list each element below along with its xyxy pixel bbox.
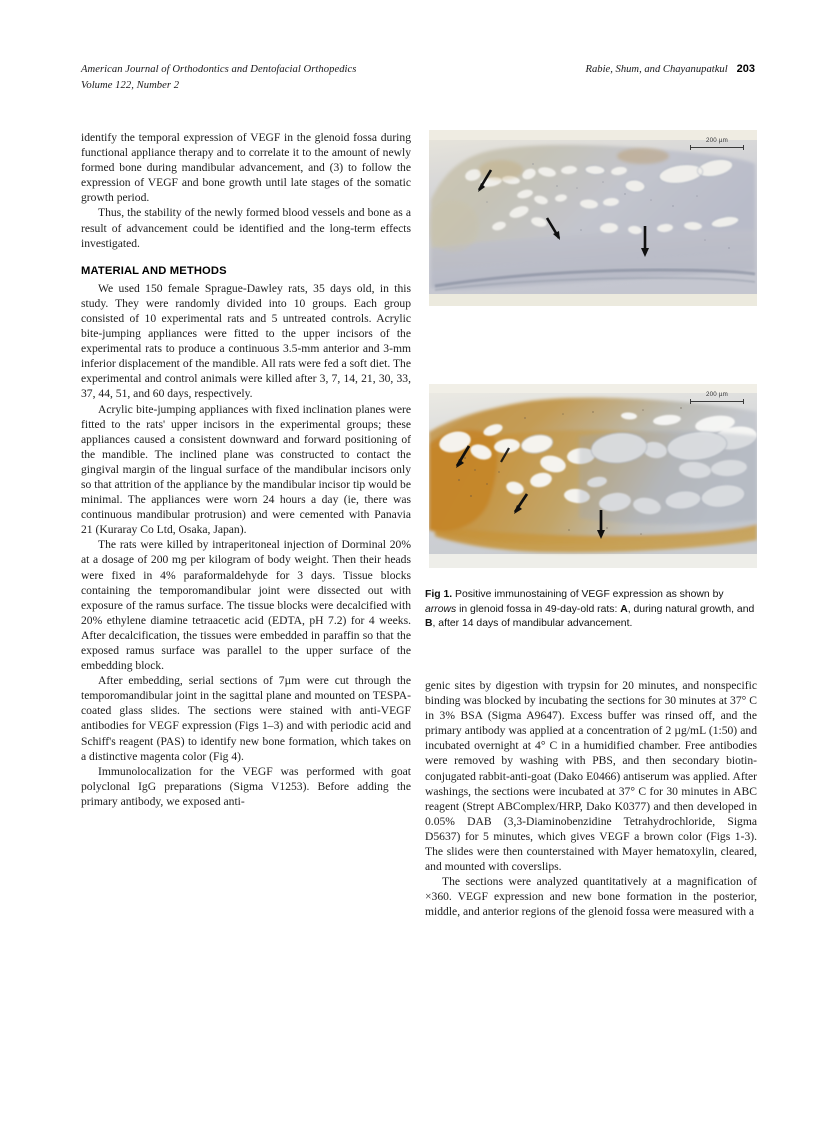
right-text-column [425,678,757,920]
journal-title: American Journal of Orthodontics and Dentofacial Orthopedics [81,64,357,75]
paragraph: The sections were analyzed quantitatively at a magnification of ×360. VEGF expression and new bone formation in the posterior, middle, and anterior regions of the glenoid fossa were measured with a [425,875,757,919]
micrograph-panel-a-image [429,130,757,306]
scale-bar-label: 200 µm [706,391,728,398]
micrograph-panel-b-image [429,384,757,568]
caption-text-2: in glenoid fossa in 49-day-old rats: [456,603,621,615]
paragraph-continued: identify the temporal expression of VEGF in the glenoid fossa during functional appliance therapy and to correlate it to the amount of newly formed bone during mandibular advancement, and (3) to follow the expression of VEGF and bone growth until late stages of the somatic growth period. [81,131,411,205]
paragraph: The rats were killed by intraperitoneal injection of Dorminal 20% at a dosage of 200 mg per kilogram of body weight. Then their heads were fixed in 4% paraformaldehyde for 3 days. Tissue blocks containing the temporomandibular joint were dissected out with exposure of the ramus surface. The tissue blocks were decalcified with 20% ethylene diamine tetraacetic acid (EDTA, pH 7.2) for 4 weeks. After decalcification, the tissues were embedded in paraffin so that the exposed ramus surface was parallel to the upper surface of the embedding block. [81,538,411,673]
figure-number: Fig 1. [425,589,453,600]
journal-volume: Volume 122, Number 2 [81,79,180,91]
micrograph-panel-b [429,384,757,568]
caption-text-3: , during natural growth, and [627,603,755,615]
section-heading-material-and-methods: MATERIAL AND METHODS [81,264,227,277]
journal-title-block [81,62,356,93]
figure-1 [429,130,757,568]
caption-panel-letter-a: A [620,603,628,615]
paragraph: Thus, the stability of the newly formed blood vessels and bone as a result of advancement could be identified and the long-term effects investigated. [81,206,411,250]
paragraph: We used 150 female Sprague-Dawley rats, 35 days old, in this study. They were randomly divided into 10 groups. Each group consisted of 10 experimental rats and 5 untreated controls. Acrylic bite-jumping appliances were fitted to the upper incisors of the experimental rats to produce a continuous 3.5-mm anterior and 3-mm inferior displacement of the mandible. All rats were fed a soft diet. The experimental and control animals were killed after 3, 7, 14, 21, 30, 33, 37, 44, 51, and 60 days, respectively. [81,281,411,401]
caption-panel-letter-b: B [425,618,433,630]
caption-text-4: , after 14 days of mandibular advancement. [432,618,633,630]
paragraph-continued: genic sites by digestion with trypsin for 20 minutes, and nonspecific binding was blocked by incubating the sections for 30 minutes at 37° C in 3% BSA (Sigma A9647). Excess buffer was rinsed off, and the primary antibody was applied at a concentration of 2 µg/mL (1:50) and incubated overnight at 4° C in a humidified chamber. Free antibodies were removed by washing with PBS, and then secondary biotin-conjugated rabbit-anti-goat (Dako E0466) antiserum was applied. After washings, the sections were incubated at 37° C for 30 minutes in ABC reagent (Strept ABComplex/HRP, Dako K0377) and then developed in 0.05% DAB (3,3-Diaminobenzidine Tetrahydrochloride, Sigma D5637) for 5 minutes, which gives VEGF a brown color (Figs 1-3). The slides were then counterstained with Mayer hematoxylin, cleared, and mounted with coverslips. [425,679,757,874]
figure-caption [425,588,757,632]
scale-bar-label: 200 µm [706,137,728,144]
paragraph: Immunolocalization for the VEGF was performed with goat polyclonal IgG preparations (Sigma V1253). Before adding the primary antibody, we exposed anti- [81,764,411,808]
paragraph: Acrylic bite-jumping appliances with fixed inclination planes were fitted to the rats' upper incisors in the experimental groups; these appliances caused a consistent downward and forward positioning of the mandible. The inclined plane was constructed to contact the gingival margin of the lingual surface of the mandibular incisors only so that attrition of the appliance by the mandibular incisor tip would be minimal. The appliances were worn 24 hours a day (ie, there was continuous mandibular protrusion) and were cemented with Panavia 21 (Kuraray Co Ltd, Osaka, Japan). [81,402,411,537]
micrograph-panel-a [429,130,757,306]
caption-text-1: Positive immunostaining of VEGF expression as shown by [452,589,724,600]
running-head-right [586,62,755,78]
page-number: 203 [736,63,755,75]
running-head [81,62,755,96]
caption-emphasis-arrows: arrows [425,603,457,615]
paragraph: After embedding, serial sections of 7µm were cut through the temporomandibular joint in the sagittal plane and mounted on TESPA-coated glass slides. The sections were stained with anti-VEGF antibodies for VEGF expression (Figs 1–3) and with periodic acid and Schiff's reagent (PAS) to identify new bone formation, which takes on a distinctive magenta color (Fig 4). [81,674,411,763]
left-text-column [81,130,411,809]
author-names: Rabie, Shum, and Chayanupatkul [585,64,728,75]
